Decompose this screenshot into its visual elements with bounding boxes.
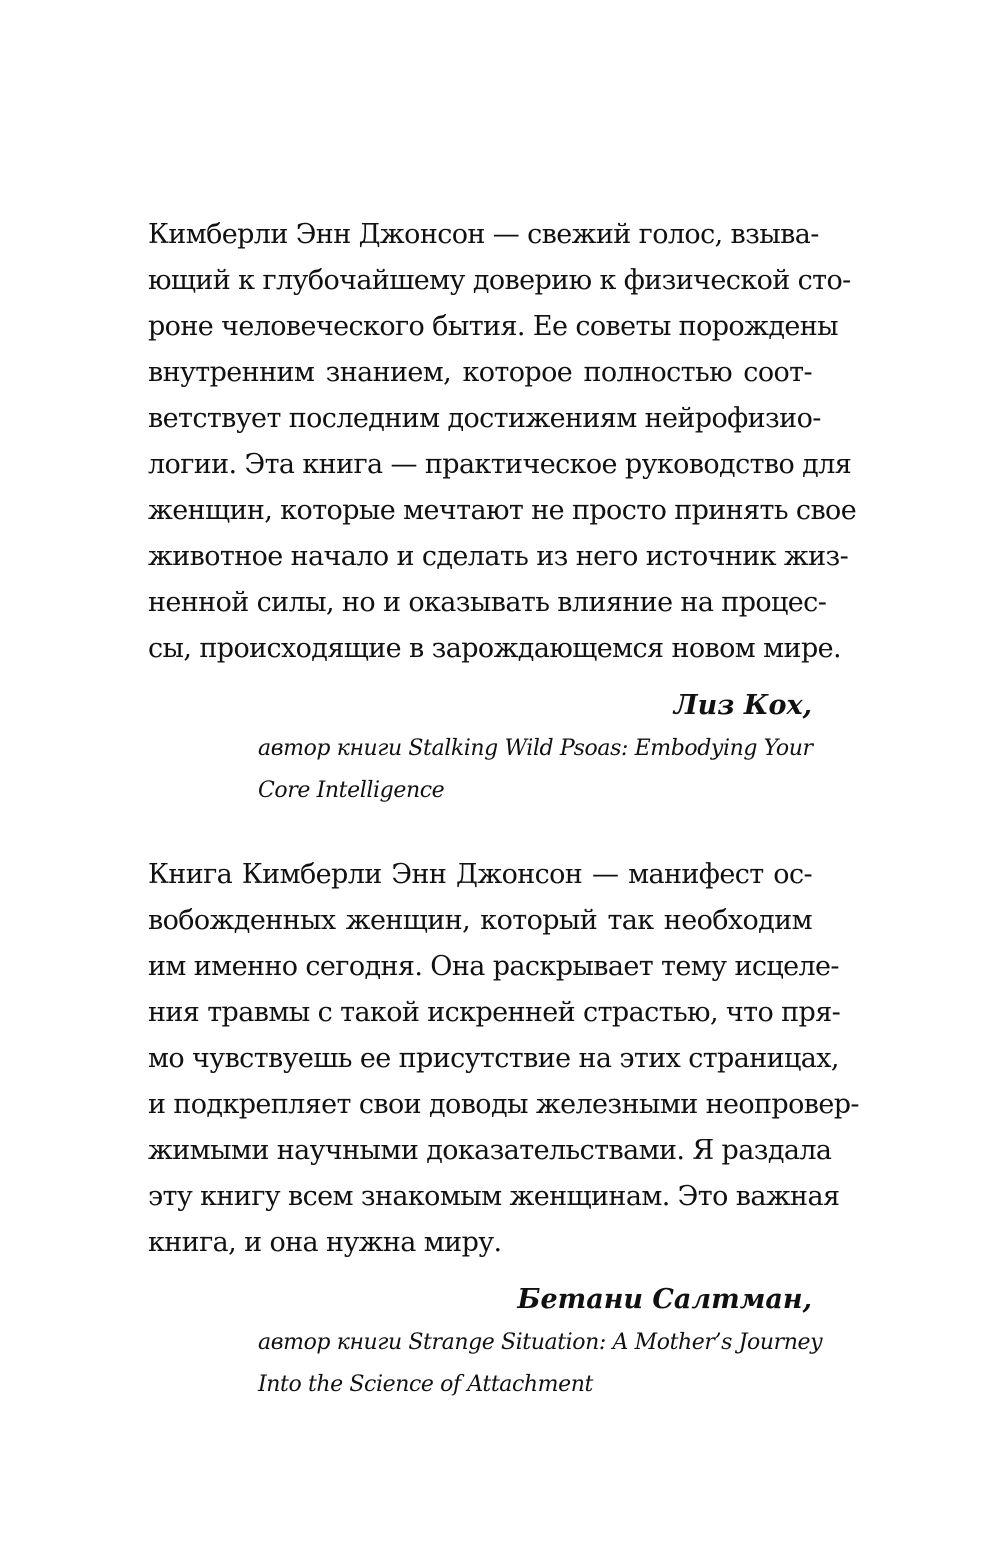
- testimonial-quote: [148, 212, 857, 812]
- quote-line: им именно сегодня. Она раскрывает тему исцеле-: [148, 951, 839, 982]
- quote-line: внутренним знанием, которое полностью соот-: [148, 357, 812, 388]
- quote-line: жимыми научными доказательствами. Я раздала: [148, 1135, 832, 1166]
- quote-line: и подкрепляет свои доводы железными неопровер-: [148, 1089, 859, 1120]
- quote-line: эту книгу всем знакомым женщинам. Это важная: [148, 1181, 840, 1212]
- quote-line: Кимберли Энн Джонсон — свежий голос, взыва-: [148, 219, 819, 250]
- author-source: Into the Science of Attachment: [258, 1372, 593, 1397]
- quote-attribution: [148, 1278, 823, 1406]
- quote-line: ветствует последним достижениям нейрофизио-: [148, 403, 821, 434]
- quote-line: роне человеческого бытия. Ее советы порождены: [148, 311, 839, 342]
- quote-text: [148, 852, 859, 1266]
- quote-line: сы, происходящие в зарождающемся новом мире.: [148, 633, 841, 664]
- quote-line: ния травмы с такой искренней страстью, что пря-: [148, 997, 841, 1028]
- quote-line: вобожденных женщин, который так необходим: [148, 905, 812, 936]
- quote-line: книга, и она нужна миру.: [148, 1227, 502, 1258]
- quote-line: мо чувствуешь ее присутствие на этих страницах,: [148, 1043, 839, 1074]
- quote-author: Лиз Кох,: [673, 690, 812, 721]
- quote-line: женщин, которые мечтают не просто принять свое: [148, 495, 857, 526]
- quote-line: ненной силы, но и оказывать влияние на процес-: [148, 587, 827, 618]
- quote-attribution: [148, 684, 812, 812]
- quote-author: Бетани Салтман,: [517, 1284, 812, 1315]
- testimonial-quote: [148, 852, 859, 1406]
- author-source: автор книги Strange Situation: A Mother’s Journey: [258, 1330, 823, 1355]
- quote-line: ющий к глубочайшему доверию к физической сто-: [148, 265, 851, 296]
- author-source: автор книги Stalking Wild Psoas: Embodying Your: [258, 736, 813, 761]
- author-source: Core Intelligence: [258, 778, 445, 803]
- quote-line: Книга Кимберли Энн Джонсон — манифест ос-: [148, 859, 812, 890]
- quote-text: [148, 212, 857, 672]
- quote-line: животное начало и сделать из него источник жиз-: [148, 541, 849, 572]
- quote-line: логии. Эта книга — практическое руководство для: [148, 449, 852, 480]
